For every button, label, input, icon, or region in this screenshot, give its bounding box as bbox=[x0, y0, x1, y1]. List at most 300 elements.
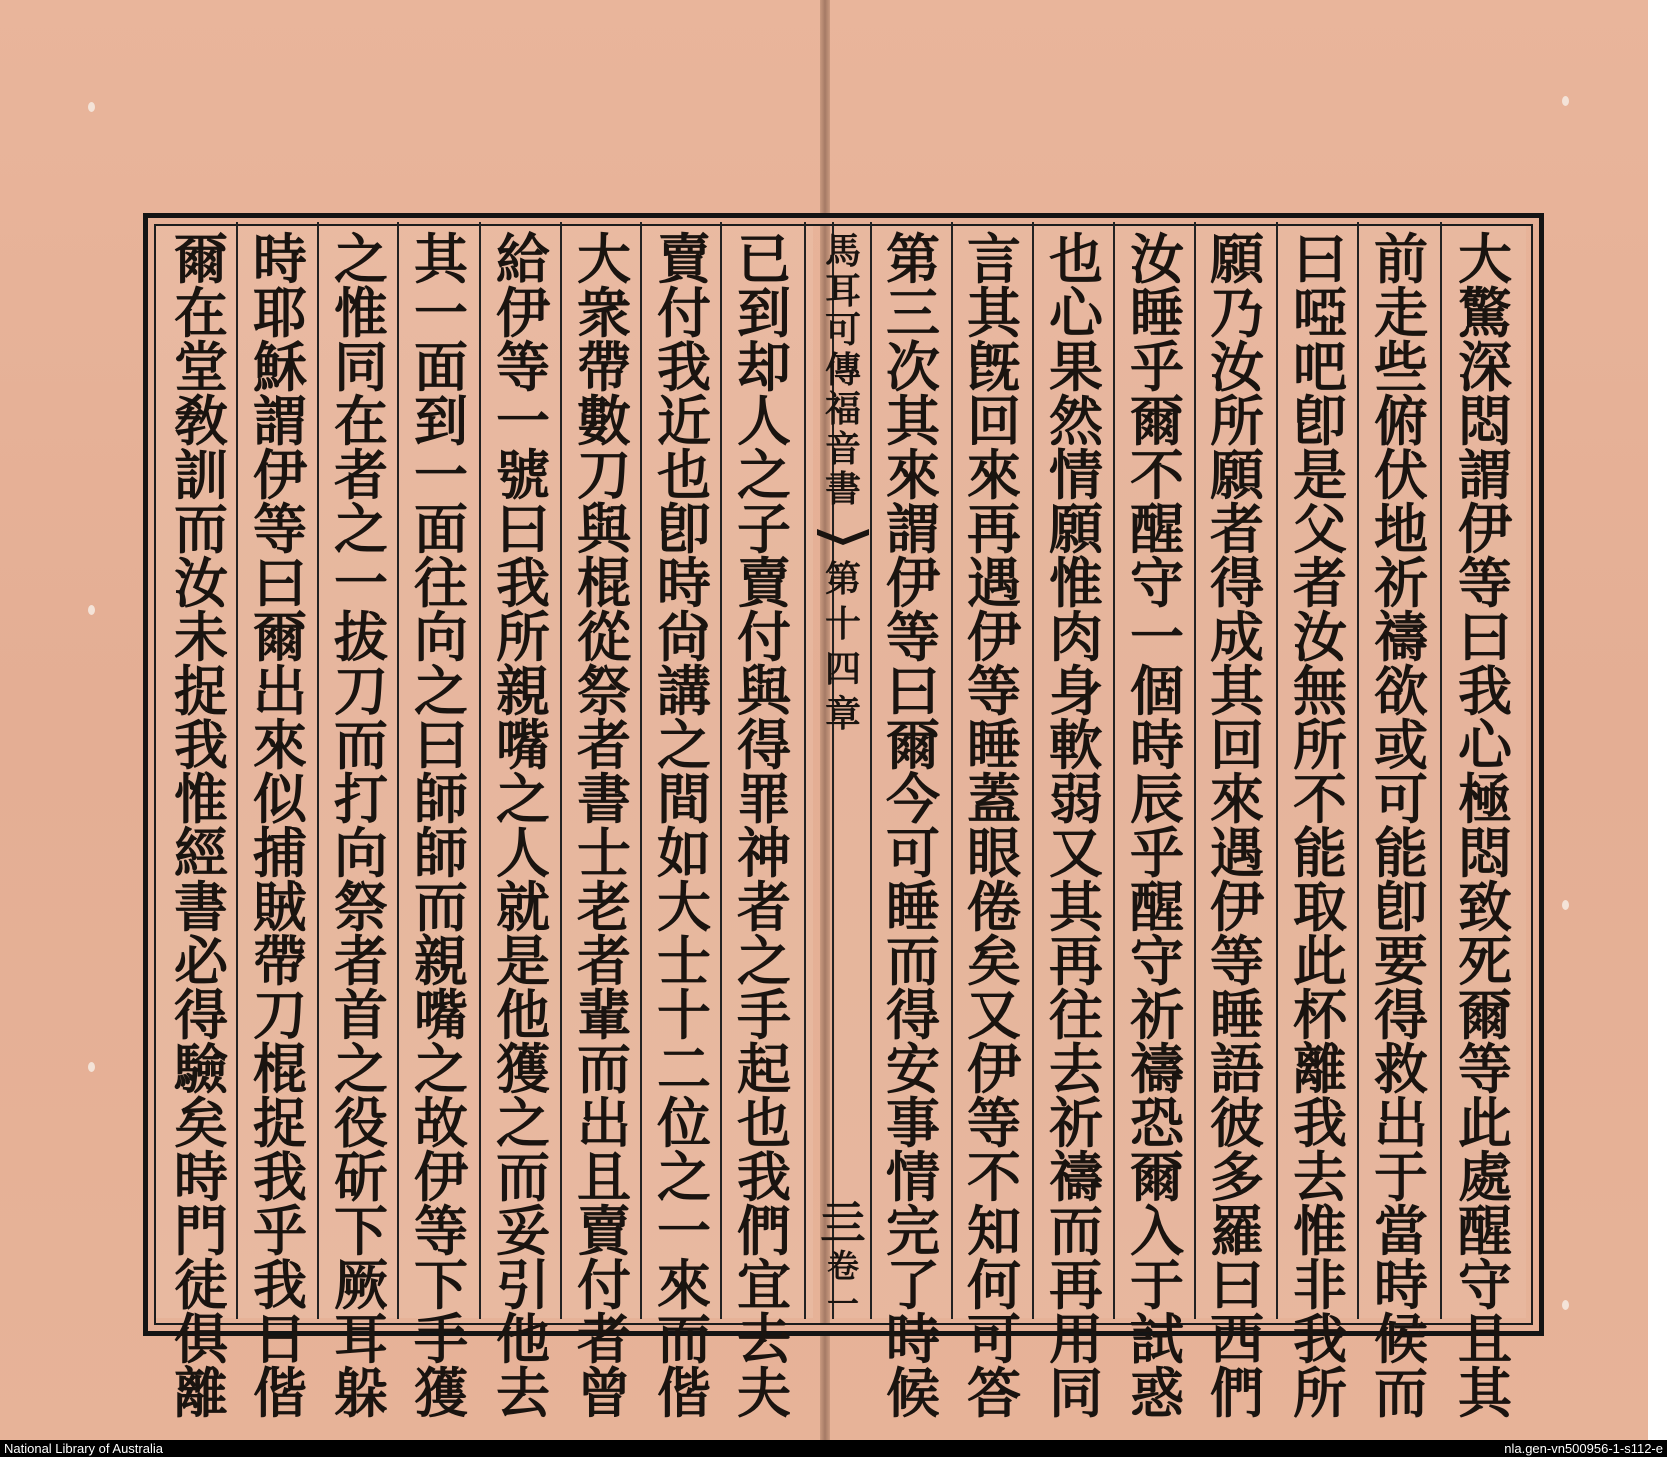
text-column bbox=[874, 227, 952, 1425]
glyph: 伊 bbox=[1458, 497, 1512, 561]
glyph: 矣 bbox=[174, 1091, 228, 1155]
glyph: 大 bbox=[1458, 227, 1512, 291]
glyph: 父 bbox=[1293, 497, 1347, 561]
glyph: 情 bbox=[886, 1145, 940, 1209]
glyph: 惟 bbox=[174, 767, 228, 831]
glyph: 謂 bbox=[1458, 443, 1512, 507]
glyph: 汝 bbox=[1130, 227, 1184, 291]
glyph: 願 bbox=[1049, 497, 1103, 561]
glyph: 嘴 bbox=[496, 713, 550, 777]
glyph: 遇 bbox=[1210, 821, 1264, 885]
glyph: 講 bbox=[657, 659, 711, 723]
glyph: 身 bbox=[1049, 659, 1103, 723]
glyph: 前 bbox=[1374, 227, 1428, 291]
glyph: 出 bbox=[577, 1091, 631, 1155]
glyph: 躲 bbox=[334, 1361, 388, 1425]
glyph: 願 bbox=[1210, 227, 1264, 291]
text-column bbox=[241, 227, 319, 1425]
glyph: 深 bbox=[1458, 335, 1512, 399]
glyph: 曰 bbox=[414, 713, 468, 777]
text-column bbox=[725, 227, 803, 1425]
glyph: 也 bbox=[1049, 227, 1103, 291]
glyph: 間 bbox=[657, 767, 711, 831]
glyph: 驚 bbox=[1458, 281, 1512, 345]
glyph: 眼 bbox=[967, 821, 1021, 885]
glyph: 賣 bbox=[737, 551, 791, 615]
chapter-heading bbox=[811, 557, 875, 737]
glyph: 而 bbox=[886, 929, 940, 993]
glyph: 禱 bbox=[1049, 1145, 1103, 1209]
glyph: 者 bbox=[334, 929, 388, 993]
glyph: 之 bbox=[737, 443, 791, 507]
binding-hole bbox=[1562, 1300, 1569, 1310]
glyph: 曰 bbox=[1210, 1253, 1264, 1317]
glyph: 等 bbox=[414, 1199, 468, 1263]
glyph: 伊 bbox=[967, 605, 1021, 669]
glyph: 其 bbox=[886, 389, 940, 453]
glyph: 十 bbox=[824, 603, 861, 645]
text-column bbox=[645, 227, 723, 1425]
glyph: 語 bbox=[1210, 1037, 1264, 1101]
text-column bbox=[162, 227, 240, 1425]
glyph: 師 bbox=[414, 821, 468, 885]
glyph: 我 bbox=[253, 1145, 307, 1209]
glyph: 得 bbox=[1374, 983, 1428, 1047]
glyph: 睡 bbox=[886, 875, 940, 939]
glyph: 首 bbox=[334, 983, 388, 1047]
glyph: 帶 bbox=[253, 929, 307, 993]
glyph: 妥 bbox=[496, 1199, 550, 1263]
glyph: 極 bbox=[1458, 767, 1512, 831]
glyph: 乎 bbox=[1130, 335, 1184, 399]
glyph: 睡 bbox=[1210, 983, 1264, 1047]
glyph: 且 bbox=[1458, 1307, 1512, 1371]
glyph: 俱 bbox=[174, 1307, 228, 1371]
glyph: 他 bbox=[496, 1307, 550, 1371]
text-column bbox=[1198, 227, 1276, 1425]
glyph: 時 bbox=[1130, 713, 1184, 777]
glyph: 嘴 bbox=[414, 983, 468, 1047]
glyph: 之 bbox=[334, 1037, 388, 1101]
glyph: 耳 bbox=[334, 1307, 388, 1371]
glyph: 引 bbox=[496, 1253, 550, 1317]
glyph: 一 bbox=[414, 443, 468, 507]
glyph: 捉 bbox=[174, 659, 228, 723]
glyph: 惟 bbox=[1049, 551, 1103, 615]
glyph: 事 bbox=[886, 1091, 940, 1155]
glyph: 醒 bbox=[1458, 1199, 1512, 1263]
glyph: 而 bbox=[577, 1037, 631, 1101]
glyph: 用 bbox=[1049, 1307, 1103, 1371]
glyph: 三 bbox=[886, 281, 940, 345]
glyph: 其 bbox=[1210, 659, 1264, 723]
glyph: 我 bbox=[1293, 1307, 1347, 1371]
glyph: 醒 bbox=[1130, 875, 1184, 939]
glyph: 守 bbox=[1130, 929, 1184, 993]
glyph: 門 bbox=[174, 1199, 228, 1263]
glyph: 一 bbox=[496, 389, 550, 453]
glyph: 之 bbox=[657, 713, 711, 777]
text-column bbox=[322, 227, 400, 1425]
glyph: 夫 bbox=[737, 1361, 791, 1425]
glyph: 去 bbox=[737, 1307, 791, 1371]
glyph: 伏 bbox=[1374, 443, 1428, 507]
glyph: 來 bbox=[657, 1253, 711, 1317]
glyph: 也 bbox=[737, 1091, 791, 1155]
glyph: 其 bbox=[414, 227, 468, 291]
glyph: 親 bbox=[496, 659, 550, 723]
glyph: 尙 bbox=[657, 605, 711, 669]
glyph: 伊 bbox=[496, 281, 550, 345]
glyph: 吧 bbox=[1293, 335, 1347, 399]
glyph: 厥 bbox=[334, 1253, 388, 1317]
glyph: 羅 bbox=[1210, 1199, 1264, 1263]
glyph: 無 bbox=[1293, 659, 1347, 723]
glyph: 祭 bbox=[334, 875, 388, 939]
glyph: 再 bbox=[967, 497, 1021, 561]
glyph: 人 bbox=[737, 389, 791, 453]
glyph: 地 bbox=[1374, 497, 1428, 561]
binding-hole bbox=[88, 1062, 95, 1072]
glyph: 馬 bbox=[824, 230, 861, 272]
glyph: 下 bbox=[414, 1253, 468, 1317]
glyph: 其 bbox=[1458, 1361, 1512, 1425]
glyph: 惟 bbox=[1293, 1199, 1347, 1263]
glyph: 獲 bbox=[496, 1037, 550, 1101]
glyph: 下 bbox=[334, 1199, 388, 1263]
glyph: 于 bbox=[1374, 1145, 1428, 1209]
glyph: 欲 bbox=[1374, 659, 1428, 723]
glyph: 刀 bbox=[334, 659, 388, 723]
glyph: 于 bbox=[1130, 1253, 1184, 1317]
glyph: 可 bbox=[886, 821, 940, 885]
glyph: 付 bbox=[737, 605, 791, 669]
binding-hole bbox=[88, 102, 95, 112]
glyph: 日 bbox=[253, 1307, 307, 1371]
glyph: 來 bbox=[1210, 767, 1264, 831]
glyph: 面 bbox=[414, 335, 468, 399]
glyph: 旣 bbox=[967, 335, 1021, 399]
glyph: 老 bbox=[577, 875, 631, 939]
glyph: 我 bbox=[174, 713, 228, 777]
glyph: 候 bbox=[1374, 1307, 1428, 1371]
glyph: 睡 bbox=[967, 713, 1021, 777]
glyph: 之 bbox=[496, 1091, 550, 1155]
glyph: 也 bbox=[657, 443, 711, 507]
glyph: 者 bbox=[1293, 551, 1347, 615]
glyph: 死 bbox=[1458, 929, 1512, 993]
glyph: 去 bbox=[496, 1361, 550, 1425]
glyph: 救 bbox=[1374, 1037, 1428, 1101]
glyph: 等 bbox=[253, 497, 307, 561]
glyph: 福 bbox=[824, 388, 861, 431]
glyph: 之 bbox=[496, 767, 550, 831]
glyph: 者 bbox=[577, 713, 631, 777]
glyph: 安 bbox=[886, 1037, 940, 1101]
running-title bbox=[811, 232, 875, 509]
glyph: 而 bbox=[174, 497, 228, 561]
glyph: 而 bbox=[1374, 1361, 1428, 1425]
glyph: 心 bbox=[1458, 713, 1512, 777]
glyph: 言 bbox=[967, 227, 1021, 291]
glyph: 面 bbox=[414, 497, 468, 561]
glyph: 卽 bbox=[1293, 389, 1347, 453]
glyph: 之 bbox=[334, 227, 388, 291]
glyph: 人 bbox=[496, 821, 550, 885]
glyph: 時 bbox=[886, 1307, 940, 1371]
glyph: 所 bbox=[1293, 1361, 1347, 1425]
text-column bbox=[402, 227, 480, 1425]
glyph: 出 bbox=[253, 659, 307, 723]
glyph: 與 bbox=[577, 497, 631, 561]
glyph: 啞 bbox=[1293, 281, 1347, 345]
glyph: 書 bbox=[824, 467, 861, 510]
glyph: 弱 bbox=[1049, 767, 1103, 831]
glyph: 俯 bbox=[1374, 389, 1428, 453]
glyph: 者 bbox=[1210, 497, 1264, 561]
glyph: 付 bbox=[657, 281, 711, 345]
glyph: 再 bbox=[1049, 929, 1103, 993]
glyph: 又 bbox=[1049, 821, 1103, 885]
glyph: 彼 bbox=[1210, 1091, 1264, 1155]
glyph: 棍 bbox=[577, 551, 631, 615]
glyph: 可 bbox=[824, 309, 861, 352]
glyph: 惑 bbox=[1130, 1361, 1184, 1425]
glyph: 等 bbox=[1210, 929, 1264, 993]
text-column bbox=[484, 227, 562, 1425]
glyph: 爾 bbox=[253, 605, 307, 669]
glyph: 得 bbox=[886, 983, 940, 1047]
glyph: 從 bbox=[577, 605, 631, 669]
glyph: 者 bbox=[577, 1307, 631, 1371]
glyph: 手 bbox=[414, 1307, 468, 1371]
glyph: 刀 bbox=[577, 443, 631, 507]
glyph: 必 bbox=[174, 929, 228, 993]
glyph: 賣 bbox=[657, 227, 711, 291]
glyph: 致 bbox=[1458, 875, 1512, 939]
text-column bbox=[565, 227, 643, 1425]
glyph: 斫 bbox=[334, 1145, 388, 1209]
glyph: 爾 bbox=[1130, 1145, 1184, 1209]
glyph: 他 bbox=[496, 983, 550, 1047]
glyph: 親 bbox=[414, 929, 468, 993]
glyph: 而 bbox=[414, 875, 468, 939]
glyph: 未 bbox=[174, 605, 228, 669]
glyph: 第 bbox=[824, 558, 861, 600]
glyph: 能 bbox=[1293, 821, 1347, 885]
glyph: 何 bbox=[967, 1253, 1021, 1317]
glyph: 謂 bbox=[886, 497, 940, 561]
glyph: 輩 bbox=[577, 983, 631, 1047]
glyph: 同 bbox=[1049, 1361, 1103, 1425]
glyph: 所 bbox=[496, 605, 550, 669]
glyph: 而 bbox=[657, 1307, 711, 1371]
glyph: 軟 bbox=[1049, 713, 1103, 777]
glyph: 次 bbox=[886, 335, 940, 399]
text-column bbox=[955, 227, 1033, 1425]
glyph: 耳 bbox=[824, 269, 861, 312]
glyph: 大 bbox=[577, 227, 631, 291]
glyph: 處 bbox=[1458, 1145, 1512, 1209]
glyph: 給 bbox=[496, 227, 550, 291]
glyph: 時 bbox=[253, 227, 307, 291]
page-number: 亖 bbox=[820, 1196, 866, 1250]
glyph: 我 bbox=[657, 335, 711, 399]
glyph: 驗 bbox=[174, 1037, 228, 1101]
page-identifier: nla.gen-vn500956-1-s112-e bbox=[1504, 1441, 1663, 1456]
glyph: 偕 bbox=[657, 1361, 711, 1425]
glyph: 辰 bbox=[1130, 767, 1184, 831]
glyph: 一 bbox=[657, 1199, 711, 1263]
glyph: 而 bbox=[496, 1145, 550, 1209]
glyph: 曰 bbox=[253, 551, 307, 615]
glyph: 十 bbox=[657, 983, 711, 1047]
glyph: 書 bbox=[174, 875, 228, 939]
glyph: 回 bbox=[967, 389, 1021, 453]
glyph: 非 bbox=[1293, 1253, 1347, 1317]
glyph: 向 bbox=[334, 821, 388, 885]
glyph: 取 bbox=[1293, 875, 1347, 939]
glyph: 矣 bbox=[967, 929, 1021, 993]
glyph: 到 bbox=[737, 281, 791, 345]
glyph: 同 bbox=[334, 335, 388, 399]
glyph: 在 bbox=[174, 281, 228, 345]
footer-bar bbox=[0, 1440, 1667, 1457]
glyph: 出 bbox=[1374, 1091, 1428, 1155]
glyph: 一 bbox=[826, 1285, 859, 1324]
glyph: 如 bbox=[657, 821, 711, 885]
glyph: 是 bbox=[1293, 443, 1347, 507]
glyph: 付 bbox=[577, 1253, 631, 1317]
glyph: 近 bbox=[657, 389, 711, 453]
glyph: 們 bbox=[1210, 1361, 1264, 1425]
glyph: 之 bbox=[414, 659, 468, 723]
glyph: 捕 bbox=[253, 821, 307, 885]
glyph: 其 bbox=[1049, 875, 1103, 939]
glyph: 師 bbox=[414, 767, 468, 831]
glyph: 睡 bbox=[1130, 281, 1184, 345]
glyph: 曰 bbox=[496, 497, 550, 561]
glyph: 音 bbox=[824, 427, 861, 470]
glyph: 章 bbox=[824, 693, 861, 735]
glyph: 祈 bbox=[1049, 1091, 1103, 1155]
glyph: 得 bbox=[737, 713, 791, 777]
glyph: 伊 bbox=[967, 1037, 1021, 1101]
glyph: 時 bbox=[657, 551, 711, 615]
centre-heading-column bbox=[811, 230, 875, 1324]
glyph: 與 bbox=[737, 659, 791, 723]
glyph: 走 bbox=[1374, 281, 1428, 345]
glyph: 惟 bbox=[334, 281, 388, 345]
glyph: 遇 bbox=[967, 551, 1021, 615]
glyph: 等 bbox=[967, 1091, 1021, 1155]
glyph: 捉 bbox=[253, 1091, 307, 1155]
glyph: 離 bbox=[1293, 1037, 1347, 1101]
glyph: 恐 bbox=[1130, 1091, 1184, 1155]
glyph: 禱 bbox=[1374, 605, 1428, 669]
glyph: 伊 bbox=[1210, 875, 1264, 939]
glyph: 故 bbox=[414, 1091, 468, 1155]
glyph: 已 bbox=[737, 227, 791, 291]
glyph: 祭 bbox=[577, 659, 631, 723]
library-credit: National Library of Australia bbox=[4, 1441, 163, 1456]
text-column bbox=[1446, 227, 1524, 1425]
glyph: 等 bbox=[1458, 551, 1512, 615]
glyph: 禱 bbox=[1130, 1037, 1184, 1101]
glyph: 者 bbox=[577, 929, 631, 993]
glyph: 祈 bbox=[1374, 551, 1428, 615]
glyph: 來 bbox=[967, 443, 1021, 507]
glyph: 却 bbox=[737, 335, 791, 399]
glyph: 而 bbox=[334, 713, 388, 777]
glyph: 試 bbox=[1130, 1307, 1184, 1371]
glyph: 士 bbox=[657, 929, 711, 993]
glyph: 等 bbox=[496, 335, 550, 399]
text-column bbox=[1362, 227, 1440, 1425]
glyph: 不 bbox=[1293, 767, 1347, 831]
glyph: 偕 bbox=[253, 1361, 307, 1425]
glyph: 去 bbox=[1293, 1145, 1347, 1209]
glyph: 乎 bbox=[253, 1199, 307, 1263]
glyph: 或 bbox=[1374, 713, 1428, 777]
glyph: 入 bbox=[1130, 1199, 1184, 1263]
glyph: 們 bbox=[737, 1199, 791, 1263]
glyph: 神 bbox=[737, 821, 791, 885]
glyph: 汝 bbox=[174, 551, 228, 615]
glyph: 我 bbox=[496, 551, 550, 615]
glyph: 乃 bbox=[1210, 281, 1264, 345]
page-edge bbox=[1648, 0, 1667, 1440]
fish-tail-ornament bbox=[817, 529, 869, 545]
glyph: 數 bbox=[577, 389, 631, 453]
glyph: 者 bbox=[737, 875, 791, 939]
glyph: 一 bbox=[414, 281, 468, 345]
glyph: 曰 bbox=[886, 659, 940, 723]
glyph: 訓 bbox=[174, 443, 228, 507]
glyph: 打 bbox=[334, 767, 388, 831]
glyph: 之 bbox=[737, 929, 791, 993]
glyph: 此 bbox=[1293, 929, 1347, 993]
glyph: 守 bbox=[1130, 551, 1184, 615]
glyph: 獲 bbox=[414, 1361, 468, 1425]
glyph: 者 bbox=[334, 443, 388, 507]
glyph: 倦 bbox=[967, 875, 1021, 939]
glyph: 情 bbox=[1049, 443, 1103, 507]
glyph: 成 bbox=[1210, 605, 1264, 669]
glyph: 然 bbox=[1049, 389, 1103, 453]
glyph: 在 bbox=[334, 389, 388, 453]
glyph: 役 bbox=[334, 1091, 388, 1155]
glyph: 伊 bbox=[414, 1145, 468, 1209]
glyph: 又 bbox=[967, 983, 1021, 1047]
glyph: 來 bbox=[886, 443, 940, 507]
glyph: 是 bbox=[496, 929, 550, 993]
glyph: 敎 bbox=[174, 389, 228, 453]
column-rule bbox=[1440, 222, 1442, 1319]
glyph: 四 bbox=[824, 648, 861, 690]
glyph: 棍 bbox=[253, 1037, 307, 1101]
glyph: 衆 bbox=[577, 281, 631, 345]
glyph: 向 bbox=[414, 605, 468, 669]
glyph: 完 bbox=[886, 1199, 940, 1263]
glyph: 之 bbox=[334, 497, 388, 561]
glyph: 我 bbox=[1458, 659, 1512, 723]
glyph: 當 bbox=[1374, 1199, 1428, 1263]
glyph: 往 bbox=[414, 551, 468, 615]
glyph: 杯 bbox=[1293, 983, 1347, 1047]
text-column bbox=[1037, 227, 1115, 1425]
glyph: 耶 bbox=[253, 281, 307, 345]
